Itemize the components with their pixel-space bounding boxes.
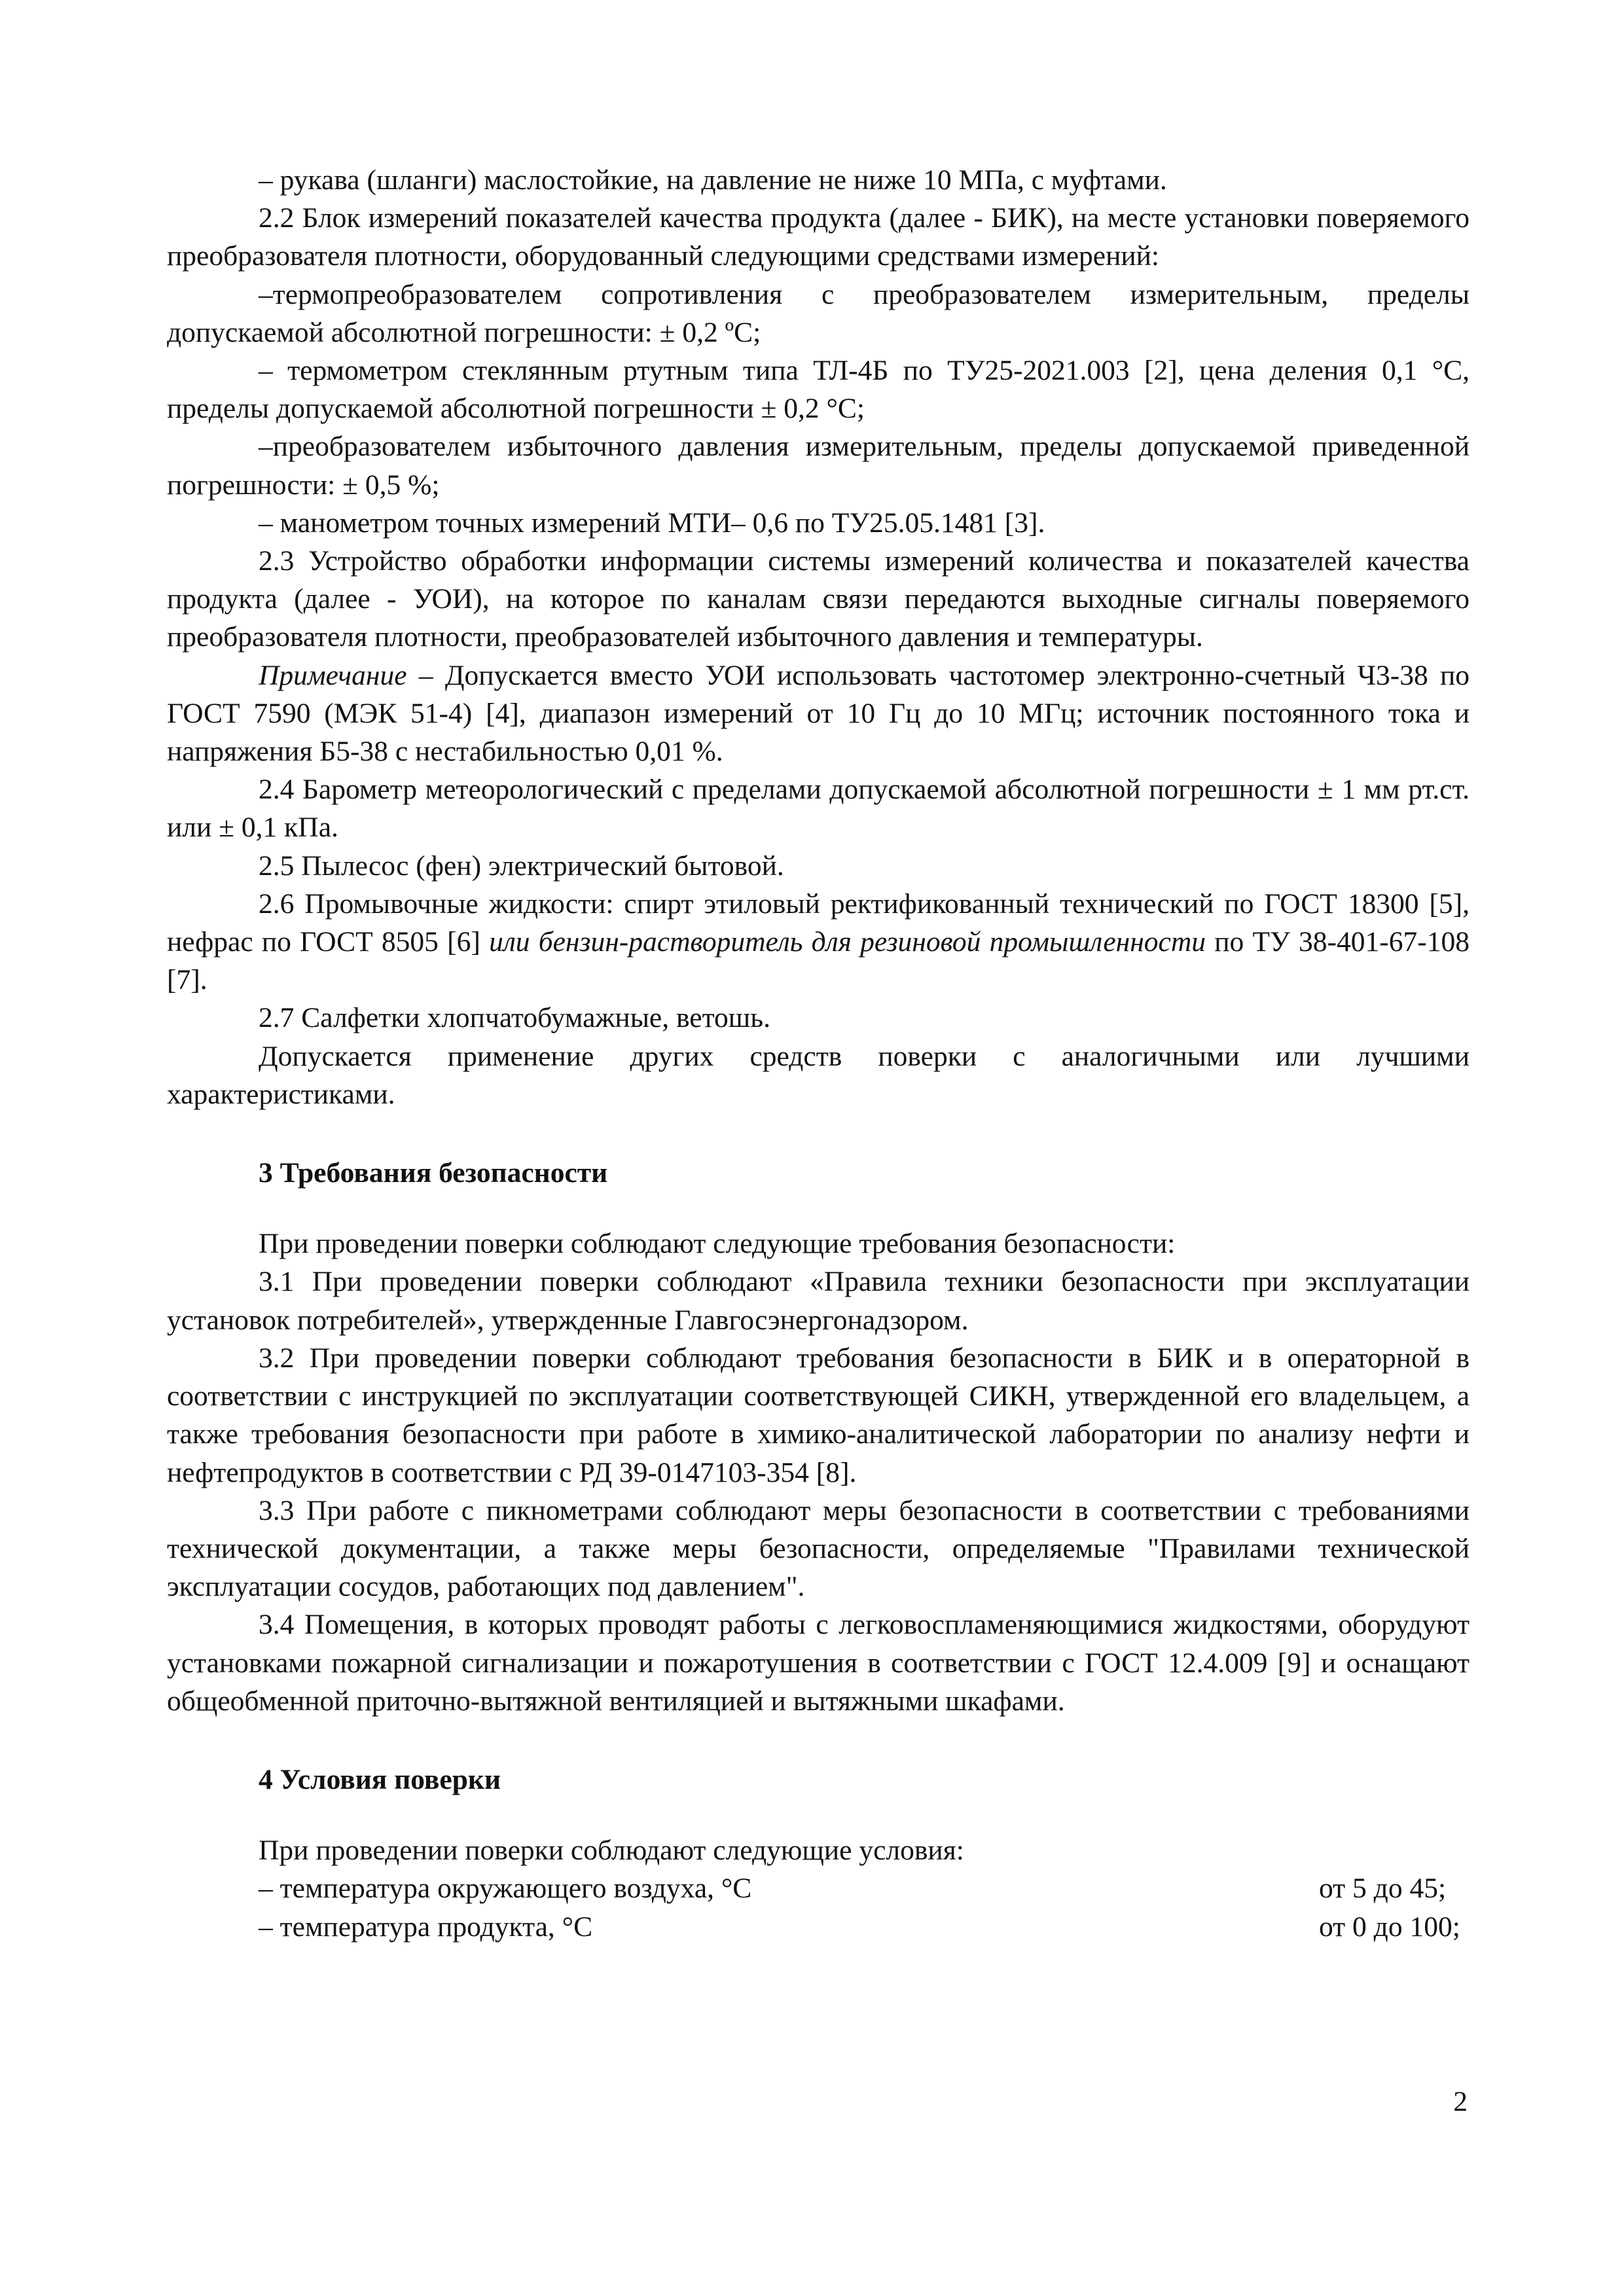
paragraph-note <box>167 656 1470 771</box>
paragraph-2-7: 2.7 Салфетки хлопчатобумажные, ветошь. <box>259 1002 770 1034</box>
paragraph-2-6-part-c: по ТУ 38-401-67-108 [7]. <box>167 926 1470 996</box>
paragraph-conditions-intro: При проведении поверки соблюдают следующие условия: <box>259 1835 964 1867</box>
condition-row <box>167 1869 1470 1907</box>
condition-label: – температура окружающего воздуха, °С <box>259 1873 752 1905</box>
paragraph-pressure-converter: –преобразователем избыточного давления измерительным, пределы допускаемой приведенной погрешности: ± 0,5 %; <box>167 431 1470 501</box>
spacer <box>167 1113 1470 1154</box>
spacer <box>167 1799 1470 1831</box>
paragraph-2-6-part-a: 2.6 Промывочные жидкости: спирт этиловый ректификованный технический по ГОСТ 18300 [5], нефрас по ГОСТ 8505 [6] <box>167 888 1470 958</box>
paragraph-safety-intro: При проведении поверки соблюдают следующие требования безопасности: <box>259 1228 1176 1260</box>
paragraph-3-1: 3.1 При проведении поверки соблюдают «Правила техники безопасности при эксплуатации установок потребителей», утвержденные Главгосэнергонадзором. <box>167 1266 1470 1336</box>
spacer <box>167 1720 1470 1761</box>
spacer <box>167 1192 1470 1225</box>
paragraph-alternatives: Допускается применение других средств поверки с аналогичными или лучшими характеристиками. <box>167 1040 1470 1110</box>
paragraph-2-6-part-b: или бензин-растворитель для резиновой промышленности <box>489 926 1206 958</box>
condition-label: – температура продукта, °С <box>259 1910 593 1943</box>
section-heading-3: 3 Требования безопасности <box>259 1157 608 1189</box>
paragraph-thermometer: – термометром стеклянным ртутным типа ТЛ-4Б по ТУ25-2021.003 [2], цена деления 0,1 °С, пределы допускаемой абсолютной погрешности ± 0,2 °С; <box>167 355 1470 425</box>
condition-row <box>167 1908 1470 1946</box>
paragraph-2-4: 2.4 Барометр метеорологический с пределами допускаемой абсолютной погрешности ± 1 мм рт.ст. или ± 0,1 кПа. <box>167 774 1470 844</box>
note-text: – Допускается вместо УОИ использовать частотомер электронно-счетный Ч3-38 по ГОСТ 7590 (МЭК 51-4) [4], диапазон измерений от 10 Гц до 10 МГц; источник постоянного тока и напряжения Б5-38 с нестабильностью 0,01 %. <box>167 659 1470 768</box>
condition-value: от 0 до 100; <box>1319 1910 1460 1943</box>
paragraph-2-6 <box>167 885 1470 999</box>
section-heading-4: 4 Условия поверки <box>259 1763 501 1795</box>
paragraph-3-3: 3.3 При работе с пикнометрами соблюдают меры безопасности в соответствии с требованиями технической документации, а также меры безопасности, определяемые "Правилами технической эксплуатации сосудов, работающих под давлением". <box>167 1494 1470 1603</box>
page-number: 2 <box>1453 2086 1468 2117</box>
paragraph-3-2: 3.2 При проведении поверки соблюдают требования безопасности в БИК и в операторной в соответствии с инструкцией по эксплуатации соответствующей СИКН, утвержденной его владельцем, а также требования безопасности при работе в химико-аналитической лаборатории по анализу нефти и нефтепродуктов в соответствии с РД 39-0147103-354 [8]. <box>167 1342 1470 1488</box>
paragraph-2-3: 2.3 Устройство обработки информации системы измерений количества и показателей качества продукта (далее - УОИ), на которое по каналам связи передаются выходные сигналы поверяемого преобразователя плотности, преобразователей избыточного давления и температуры. <box>167 545 1470 653</box>
paragraph-hoses: – рукава (шланги) маслостойкие, на давление не ниже 10 МПа, с муфтами. <box>259 164 1167 196</box>
document-body <box>167 161 1470 1946</box>
note-label: Примечание <box>259 659 407 691</box>
paragraph-3-4: 3.4 Помещения, в которых проводят работы с легковоспламеняющимися жидкостями, оборудуют установками пожарной сигнализации и пожаротушения в соответствии с ГОСТ 12.4.009 [9] и оснащают общеобменной приточно-вытяжной вентиляцией и вытяжными шкафами. <box>167 1609 1470 1717</box>
paragraph-thermo-converter: –термопреобразователем сопротивления с преобразователем измерительным, пределы допускаемой абсолютной погрешности: ± 0,2 ºС; <box>167 278 1470 348</box>
paragraph-manometer: – манометром точных измерений МТИ– 0,6 по ТУ25.05.1481 [3]. <box>259 507 1045 539</box>
condition-value: от 5 до 45; <box>1319 1873 1447 1905</box>
paragraph-2-5: 2.5 Пылесос (фен) электрический бытовой. <box>259 850 784 882</box>
paragraph-2-2: 2.2 Блок измерений показателей качества продукта (далее - БИК), на месте установки поверяемого преобразователя плотности, оборудованный следующими средствами измерений: <box>167 202 1470 272</box>
